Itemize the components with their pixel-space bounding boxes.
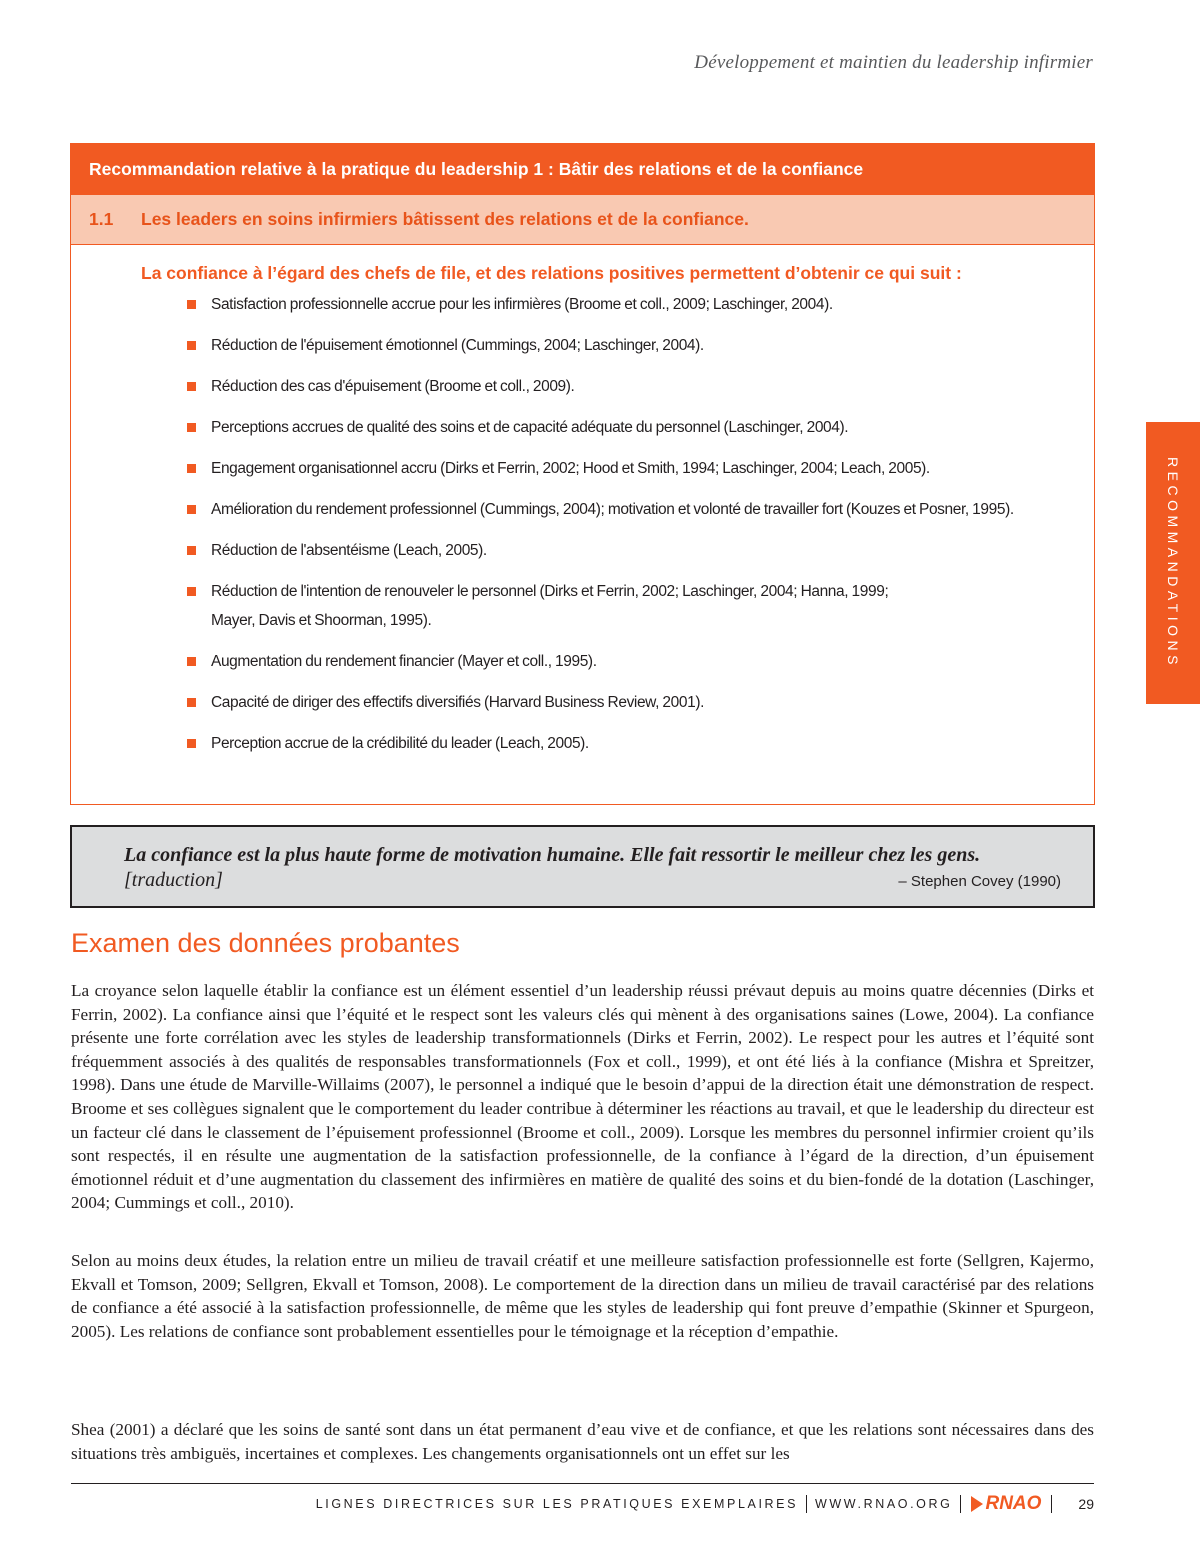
list-item: Satisfaction professionnelle accrue pour les infirmières (Broome et coll., 2009; Laschinger, 2004). — [187, 291, 1094, 318]
recommendation-statement-row — [71, 195, 1094, 245]
footer-url-link[interactable]: WWW.RNAO.ORG — [815, 1497, 953, 1511]
rnao-logo: RNAO — [971, 1493, 1041, 1515]
list-item: Capacité de diriger des effectifs diversifiés (Harvard Business Review, 2001). — [187, 689, 1094, 716]
quote-box — [70, 825, 1095, 908]
bullet-square-icon — [187, 423, 196, 432]
bullet-square-icon — [187, 341, 196, 350]
quote-translation-note: [traduction] — [124, 869, 223, 891]
recommendation-body — [71, 245, 1094, 757]
quote-author: – Stephen Covey (1990) — [898, 873, 1061, 890]
recommendation-box — [70, 143, 1095, 805]
bullet-square-icon — [187, 505, 196, 514]
running-head: Développement et maintien du leadership infirmier — [694, 52, 1093, 73]
body-paragraph: Shea (2001) a déclaré que les soins de santé sont dans un état permanent d’eau vive et de confiance, et que les relations sont nécessaires dans des situations très ambiguës, incertaines et complexes. Les changements organisationnels ont un effet sur les — [71, 1420, 1094, 1463]
recommendation-number: 1.1 — [89, 209, 114, 229]
footer-separator — [960, 1495, 961, 1513]
list-item-continuation: Mayer, Davis et Shoorman, 1995). — [211, 612, 432, 629]
body-paragraph: Selon au moins deux études, la relation entre un milieu de travail créatif et une meilleure satisfaction professionnelle est forte (Sellgren, Kajermo, Ekvall et Tomson, 2009; Sellgren, Ekvall et Tomson, 2008). Le comportement de la direction dans un milieu de travail caractérisé par des relations de confiance a été associé à la satisfaction professionnelle, de même que les styles de leadership qui font preuve d’empathie (Skinner et Spurgeon, 2005). Les relations de confiance sont probablement essentielles pour le témoignage et la réception d’empathie. — [71, 1251, 1094, 1341]
body-paragraph: La croyance selon laquelle établir la confiance est un élément essentiel d’un leadership réussi prévaut depuis au moins quatre décennies (Dirks et Ferrin, 2002). La confiance ainsi que l’équité et le respect sont les valeurs clés qui mènent à des organisations saines (Lowe, 2004). La confiance présente une forte corrélation avec les styles de leadership transformationnels (Dirks et Ferrin, 2002). Le respect pour les autres et l’équité sont fréquemment associés à des qualités de responsables transformationnels (Fox et coll., 1999), et ont été liés à la confiance (Mishra et Spreitzer, 1998). Dans une étude de Marville-Willaims (2007), le personnel a indiqué que le besoin d’appui de la direction était une démonstration de respect. Broome et ses collègues signalent que le comportement du leader contribue à déterminer les réactions au travail, et que le leadership du directeur est un facteur clé dans le classement de l’épuisement professionnel (Broome et coll., 2009). Lorsque les membres du personnel infirmier croient qu’ils sont respectés, il en résulte une augmentation de la satisfaction professionnelle, de la confiance à l’égard de la direction, d’un épuisement émotionnel réduit et d’une augmentation du classement des infirmières en matière de qualité des soins et du bien-fondé de la dotation (Laschinger, 2004; Cummings et coll., 2010). — [71, 981, 1094, 1213]
footer — [316, 1493, 1094, 1515]
list-item: Amélioration du rendement professionnel (Cummings, 2004); motivation et volonté de travailler fort (Kouzes et Posner, 1995). — [187, 496, 1094, 523]
side-tab — [1146, 422, 1200, 704]
bullet-square-icon — [187, 657, 196, 666]
bullet-square-icon — [187, 546, 196, 555]
list-item: Réduction des cas d'épuisement (Broome et coll., 2009). — [187, 373, 1094, 400]
list-item: Engagement organisationnel accru (Dirks et Ferrin, 2002; Hood et Smith, 1994; Laschinger, 2004; Leach, 2005). — [187, 455, 1094, 482]
section-title: Examen des données probantes — [71, 928, 460, 958]
bullet-square-icon — [187, 464, 196, 473]
list-item: Augmentation du rendement financier (Mayer et coll., 1995). — [187, 648, 1094, 675]
quote-attribution-row — [124, 869, 1061, 892]
recommendation-intro: La confiance à l’égard des chefs de file, et des relations positives permettent d’obtenir ce qui suit : — [141, 263, 962, 283]
footer-separator — [806, 1495, 807, 1513]
footer-rule — [71, 1483, 1094, 1484]
page-number: 29 — [1078, 1496, 1094, 1512]
list-item: Réduction de l'épuisement émotionnel (Cummings, 2004; Laschinger, 2004). — [187, 332, 1094, 359]
recommendation-statement: Les leaders en soins infirmiers bâtissent des relations et de la confiance. — [141, 209, 749, 229]
bullet-square-icon — [187, 382, 196, 391]
list-item: Réduction de l'intention de renouveler le personnel (Dirks et Ferrin, 2002; Laschinger, 2004; Hanna, 1999; Mayer, Davis et Shoorman, 1995). — [187, 578, 1094, 634]
quote-text: La confiance est la plus haute forme de motivation humaine. Elle fait ressortir le meilleur chez les gens. — [124, 844, 981, 866]
bullet-square-icon — [187, 300, 196, 309]
benefits-list — [141, 291, 1094, 757]
list-item: Perceptions accrues de qualité des soins et de capacité adéquate du personnel (Laschinger, 2004). — [187, 414, 1094, 441]
footer-guidelines: LIGNES DIRECTRICES SUR LES PRATIQUES EXEMPLAIRES — [315, 1497, 799, 1511]
list-item: Réduction de l'absentéisme (Leach, 2005). — [187, 537, 1094, 564]
chevron-right-icon — [971, 1496, 983, 1512]
bullet-square-icon — [187, 587, 196, 596]
side-tab-label: RECOMMANDATIONS — [1165, 457, 1182, 669]
list-item: Perception accrue de la crédibilité du leader (Leach, 2005). — [187, 730, 1094, 757]
footer-separator — [1051, 1495, 1052, 1513]
bullet-square-icon — [187, 698, 196, 707]
bullet-square-icon — [187, 739, 196, 748]
recommendation-header: Recommandation relative à la pratique du leadership 1 : Bâtir des relations et de la confiance — [71, 144, 1094, 195]
